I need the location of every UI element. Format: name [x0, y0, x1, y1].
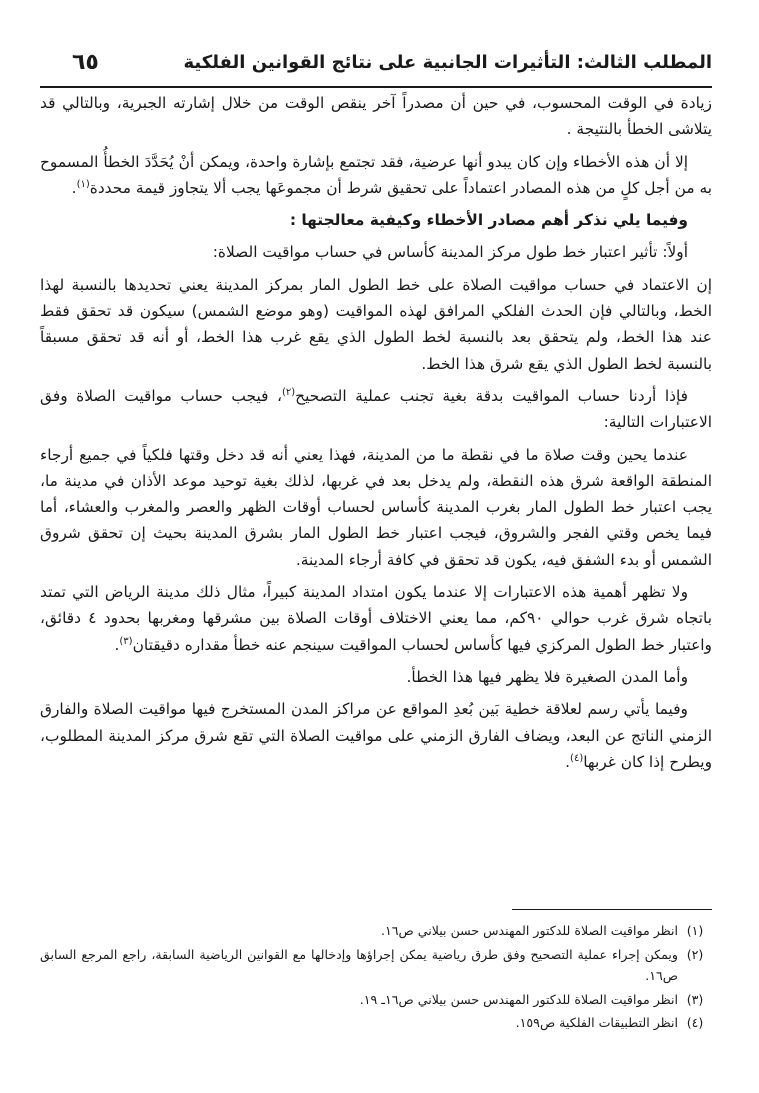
footnote-ref-4: (٤): [570, 752, 584, 764]
footnote-text: انظر مواقيت الصلاة للدكتور المهندس حسن بيلاني ص١٦ـ ١٩.: [359, 991, 678, 1007]
section-heading-first: أولاً: تأثير اعتبار خط طول مركز المدينة كأساس في حساب مواقيت الصلاة:: [212, 243, 688, 262]
footnote-4: [40, 1012, 712, 1034]
paragraph-8-text: ولا تظهر أهمية هذه الاعتبارات إلا عندما يكون امتداد المدينة كبيراً، مثال ذلك مدينة الرياض التي تمتد باتجاه شرق غرب حوالي ٩٠كم، مما يعني الاختلاف أوقات الصلاة بين مشرقها ومغربها بحدود ٤ دقائق، واعتبار خط الطول المركزي فيها كأساس لحساب المواقيت سينجم عنه خطأ مقداره دقيقتان: [40, 583, 712, 654]
running-title: المطلب الثالث: التأثيرات الجانبية على نتائج القوانين الفلكية: [183, 52, 712, 73]
paragraph-6: [40, 383, 712, 436]
paragraph-2: [40, 149, 712, 202]
paragraph-6-end: ، فيجب حساب مواقيت الصلاة وفق الاعتبارات التالية:: [40, 386, 712, 432]
footnote-number: (٤): [686, 1015, 704, 1030]
paragraph-8-end: .: [114, 635, 120, 654]
footnote-number: (١): [686, 923, 704, 938]
paragraph-8: [40, 579, 712, 658]
footnote-separator: [512, 909, 712, 910]
footnote-3: [40, 989, 712, 1011]
footnotes: [40, 920, 712, 1036]
footnote-text: انظر التطبيقات الفلكية ص١٥٩.: [515, 1015, 678, 1030]
paragraph-10: [40, 696, 712, 775]
footnote-text: انظر مواقيت الصلاة للدكتور المهندس حسن بيلاني ص١٦.: [380, 923, 678, 938]
page-header: [40, 46, 712, 88]
paragraph-2-end: .: [71, 178, 77, 197]
footnote-1: [40, 920, 712, 942]
paragraph-10-text: وفيما يأتي رسم لعلاقة خطية بَين بُعدِ المواقع عن مراكز المدن المستخرج فيها مواقيت الصلاة والفارق الزمني الناتج عن البعد، ويضاف الفارق الزمني على مواقيت الصلاة التي تقع شرق مركز المدينة المطلوب، ويطرح إذا كان غربها: [40, 700, 712, 771]
footnote-2: [40, 944, 712, 987]
page-number: ٦٥: [72, 50, 99, 75]
footnote-ref-3: (٣): [119, 635, 133, 647]
paragraph-2-text: إلا أن هذه الأخطاء وإن كان يبدو أنها عرضية، فقد تجتمع بإشارة واحدة، ويمكن أنْ يُحَدَّدَ الخطأُ المسموح به من أجل كلٍ من هذه المصادر اعتماداً على تحقيق شرط أن مجموعَها يجب ألا يتجاوز قيمة محددة: [40, 152, 712, 197]
paragraph-10-end: .: [565, 752, 571, 771]
footnote-number: (٢): [686, 946, 704, 962]
paragraph-6-text: فإذا أردنا حساب المواقيت بدقة بغية تجنب عملية التصحيح: [295, 386, 688, 405]
footnote-ref-1: (١): [76, 178, 90, 190]
section-intro: وفيما يلي نذكر أهم مصادر الأخطاء وكيفية معالجتها :: [289, 211, 688, 230]
footnote-ref-2: (٢): [281, 386, 296, 398]
paragraph-7: عندما يحين وقت صلاة ما في نقطة ما من المدينة، فهذا يعني أنه قد دخل وقتها فلكياً في جميع أرجاء المنطقة الواقعة شرق هذه النقطة، ولم يدخل بعد في غربها، لذلك بغية توحيد موعد الأذان في مدينة ما، يجب اعتبار خط الطول المار بغرب المدينة كأساس لحساب أوقات الظهر والعصر والمغرب والعشاء، أما فيما يخص وقتي الفجر والشروق، فيجب اعتبار خط الطول المار بشرق المدينة بحيث إن تحقق شروق الشمس أو بدء الشفق فيه، يكون قد تحقق في كافة أرجاء المدينة.: [40, 445, 712, 569]
paragraph-5: إن الاعتماد في حساب مواقيت الصلاة على خط الطول المار بمركز المدينة يعني تحديدها بالنسبة لهذا الخط، وبالتالي فإن الحدث الفلكي المرافق لهذه المواقيت (وهو موضع الشمس) سيكون قد تحقق فقط عند هذا الخط، ولم يتحقق بعد بالنسبة لخط الطول الذي يقع غرب هذا الخط، أو أنه قد تحقق مسبقاً بالنسبة لخط الطول الذي يقع شرق هذا الخط.: [40, 275, 712, 373]
paragraph-1: زيادة في الوقت المحسوب، في حين أن مصدراً آخر ينقص الوقت من خلال إشارته الجبرية، وبالتالي قد يتلاشى الخطأ بالنتيجة .: [40, 94, 712, 139]
paragraph-9: وأما المدن الصغيرة فلا يظهر فيها هذا الخطأ.: [406, 667, 688, 686]
body-text: [40, 90, 712, 781]
footnote-text: ويمكن إجراء عملية التصحيح وفق طرق رياضية يمكن إجراؤها وإدخالها مع القوانين الرياضية السابقة، راجع المرجع السابق ص١٦.: [40, 946, 678, 983]
footnote-number: (٣): [686, 991, 704, 1007]
